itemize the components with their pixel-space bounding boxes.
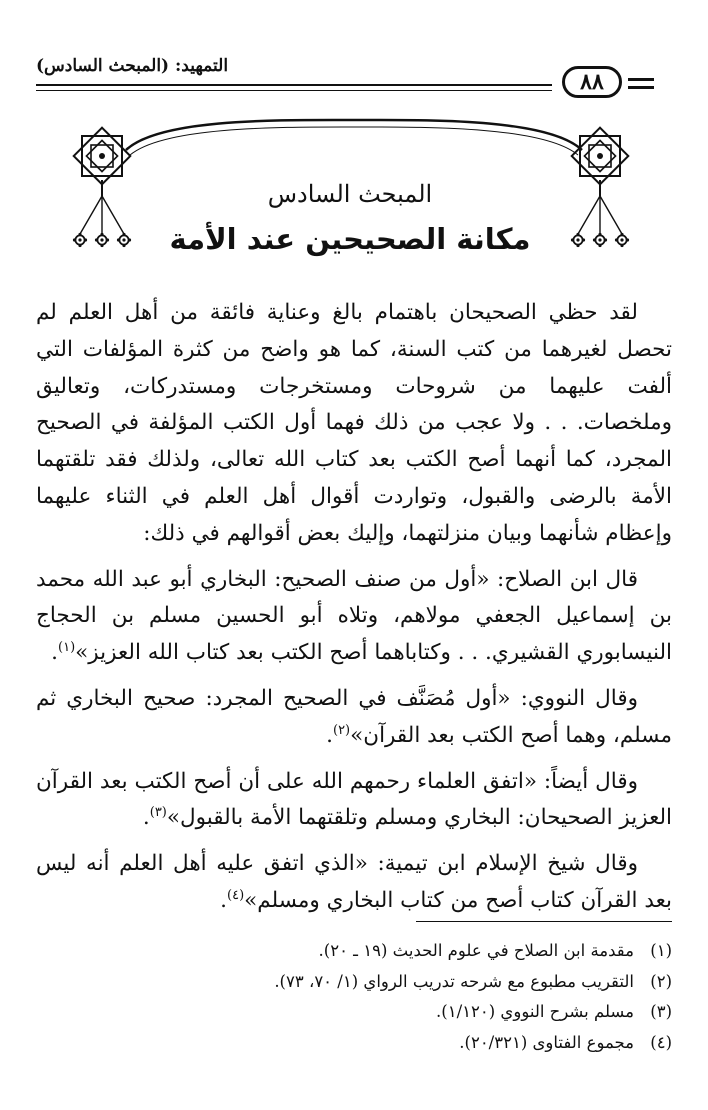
section-title: مكانة الصحيحين عند الأمة <box>169 222 531 256</box>
footnote <box>36 936 672 967</box>
footnote-text: مجموع الفتاوى (٢٠/٣٢١). <box>459 1032 634 1052</box>
running-title: التمهيد: (المبحث السادس) <box>36 56 229 76</box>
ornament-right <box>571 128 629 247</box>
paragraph: قال ابن الصلاح: «أول من صنف الصحيح: البخاري أبو عبد الله محمد بن إسماعيل الجعفي مولاهم، وتلاه أبو الحسين مسلم بن الحجاج النيسابوري القشيري. . . وكتاباهما أصح الكتب بعد كتاب الله العزيز»$^{(١)}$. <box>36 566 672 666</box>
paragraph-text: وقال شيخ الإسلام ابن تيمية: «الذي اتفق عليه أهل العلم أنه ليس بعد القرآن كتاب أصح من كتاب البخاري ومسلم» <box>36 851 672 913</box>
paragraph: وقال أيضاً: «اتفق العلماء رحمهم الله على أن أصح الكتب بعد القرآن العزيز الصحيحان: البخاري ومسلم وتلقتهما الأمة بالقبول»$^{(٣)}$. <box>36 768 672 831</box>
paragraph <box>36 295 672 553</box>
footnote <box>36 997 672 1028</box>
footnote-ref: (٤) <box>227 887 245 903</box>
footnote-ref: (٣) <box>149 805 167 821</box>
footnote-text: مسلم بشرح النووي (١/١٢٠). <box>436 1002 634 1021</box>
paragraph-text: لقد حظي الصحيحان باهتمام بالغ وعناية فائقة من أهل العلم لم تحصل لغيرهما من كتب السنة، كما هو واضح من كثرة المؤلفات التي ألفت عليهما من شروحات ومستخرجات ومستدركات، وتعاليق وملخصات. . . ولا عجب من ذلك فهما أول الكتب المؤلفة في الصحيح المجرد، كما أنهما أصح الكتب بعد كتاب الله تعالى، ولذلك فقد تلقتهما الأمة بالرضى والقبول، وتواردت أقوال أهل العلم في الثناء عليهما وإعظام شأنهما وبيان منزلتهما، وإليك بعض أقوالهم في ذلك: <box>36 300 672 546</box>
paragraph-text: وقال أيضاً: «اتفق العلماء رحمهم الله على أن أصح الكتب بعد القرآن العزيز الصحيحان: البخاري ومسلم وتلقتهما الأمة بالقبول» <box>36 768 672 831</box>
body-text <box>36 295 672 929</box>
footnotes <box>36 936 672 1058</box>
page-number: ٨٨ <box>562 66 622 98</box>
footnote-number: (٤) <box>650 1032 672 1052</box>
ornament-left <box>73 128 131 247</box>
footnote-text: مقدمة ابن الصلاح في علوم الحديث (١٩ ـ ٢٠). <box>318 941 634 960</box>
section-label: المبحث السادس <box>267 180 433 208</box>
footnote <box>36 967 672 998</box>
footnote <box>36 1028 672 1059</box>
paragraph: وقال شيخ الإسلام ابن تيمية: «الذي اتفق عليه أهل العلم أنه ليس بعد القرآن كتاب أصح من كتاب البخاري ومسلم»$^{(٤)}$. <box>36 851 672 913</box>
footnote-number: (٣) <box>650 1002 672 1021</box>
paragraph: وقال النووي: «أول مُصَنَّف في الصحيح المجرد: صحيح البخاري ثم مسلم، وهما أصح الكتب بعد القرآن»$^{(٢)}$. <box>36 685 672 748</box>
page-number-dash-top <box>628 78 654 81</box>
paragraph-text: قال ابن الصلاح: «أول من صنف الصحيح: البخاري أبو عبد الله محمد بن إسماعيل الجعفي مولاهم، وتلاه أبو الحسين مسلم بن الحجاج النيسابوري القشيري. . . وكتاباهما أصح الكتب بعد كتاب الله العزيز» <box>36 566 672 666</box>
page-number-dash-bottom <box>628 86 654 89</box>
header-rule-bottom <box>36 90 552 91</box>
footnote-number: (٢) <box>650 971 672 991</box>
paragraph-text: وقال النووي: «أول مُصَنَّف في الصحيح المجرد: صحيح البخاري ثم مسلم، وهما أصح الكتب بعد القرآن» <box>36 685 672 748</box>
footnote-ref: (٢) <box>332 722 351 738</box>
footnote-separator <box>416 921 672 922</box>
footnote-ref: (١) <box>58 640 76 656</box>
footnote-text: التقريب مطبوع مع شرحه تدريب الرواي (١/ ٧٠، ٧٣). <box>274 971 634 991</box>
footnote-number: (١) <box>650 941 672 960</box>
header-rule-top <box>36 84 552 86</box>
